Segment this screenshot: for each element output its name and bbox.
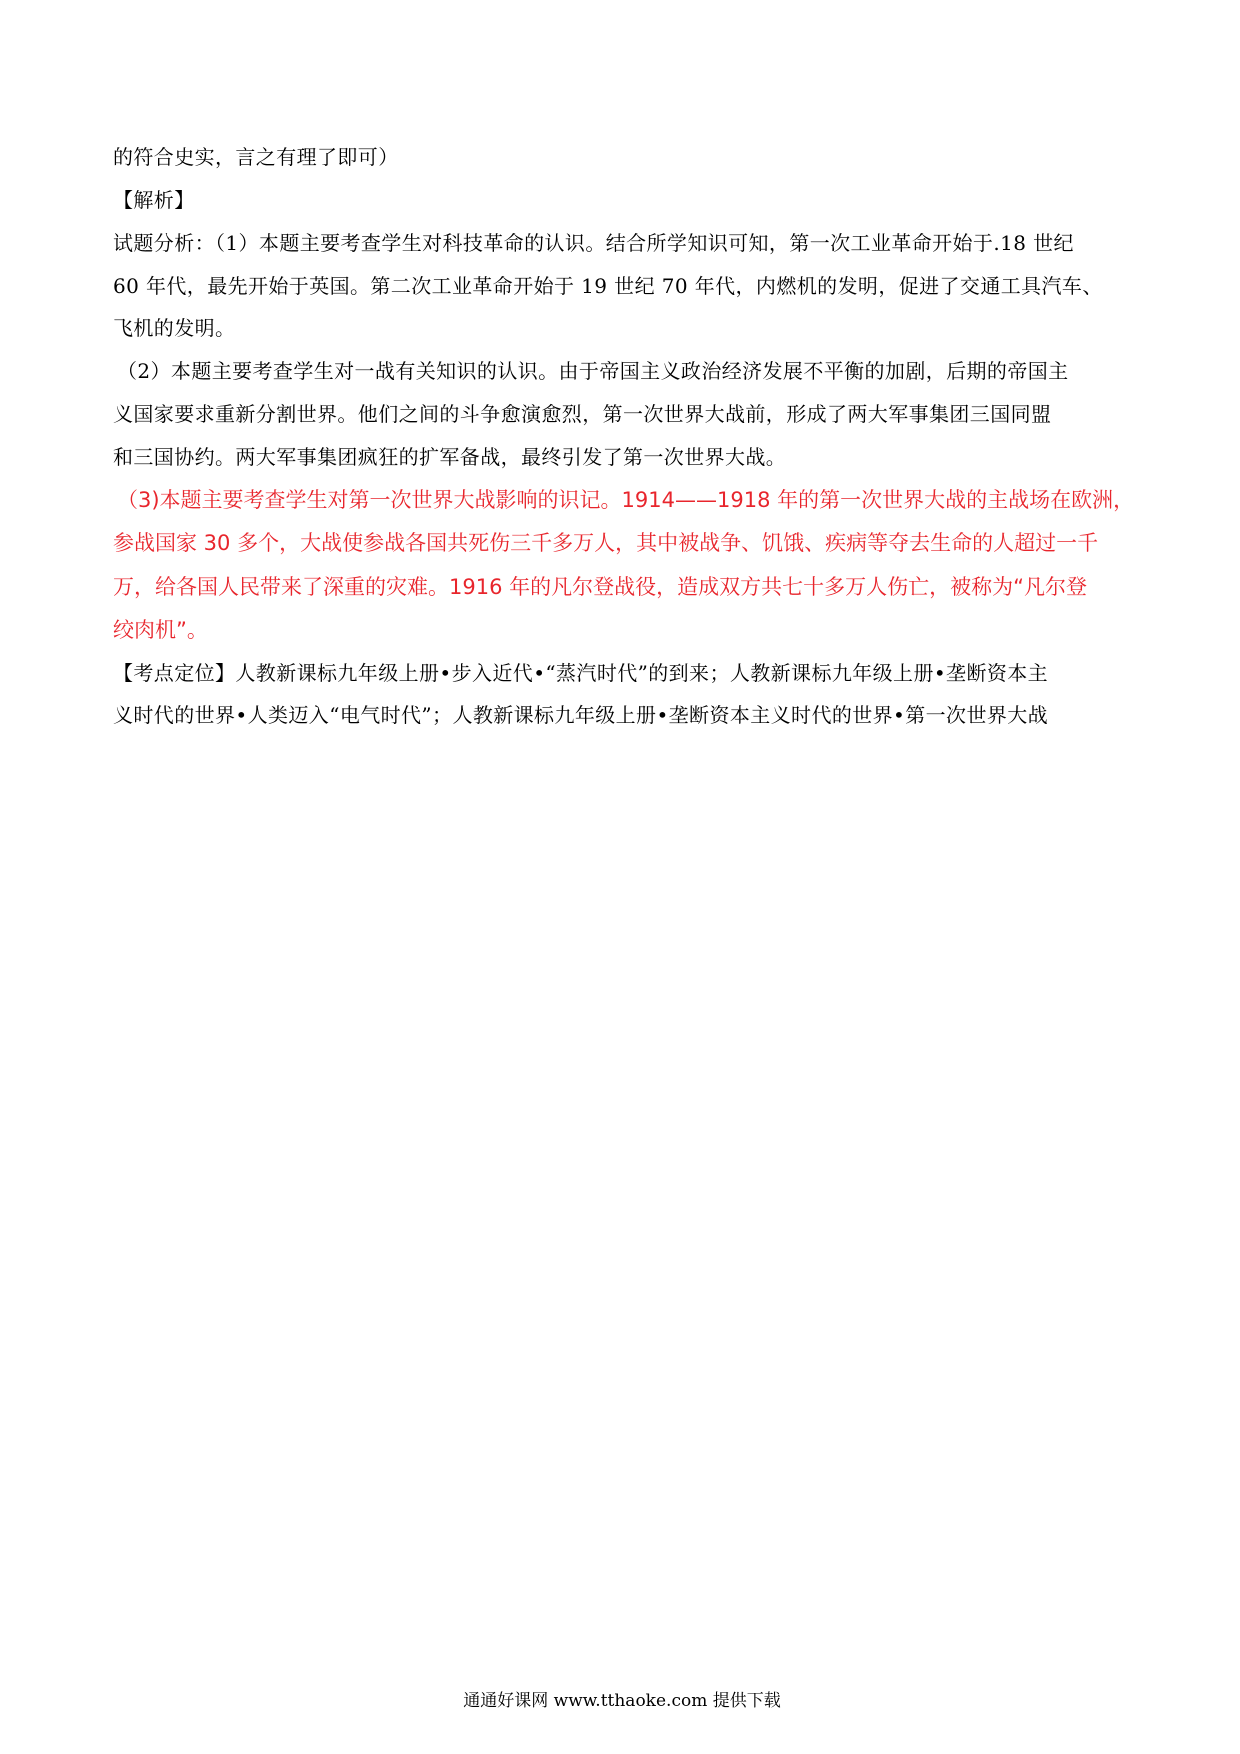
analysis-part2-line2: 义国家要求重新分割世界。他们之间的斗争愈演愈烈，第一次世界大战前，形成了两大军事集团三国同盟: [113, 402, 1052, 426]
analysis-part3-line3: 万，给各国人民带来了深重的灾难。1916 年的凡尔登战役，造成双方共七十多万人伤亡，被称为“凡尔登: [113, 575, 1087, 599]
analysis-part2-line1: （2）本题主要考查学生对一战有关知识的认识。由于帝国主义政治经济发展不平衡的加剧，后期的帝国主: [117, 359, 1069, 383]
analysis-part1-line3: 飞机的发明。: [113, 316, 236, 340]
analysis-part1-line2: 60 年代，最先开始于英国。第二次工业革命开始于 19 世纪 70 年代，内燃机的发明，促进了交通工具汽车、: [113, 274, 1103, 298]
analysis-part2-line3: 和三国协约。两大军事集团疯狂的扩军备战，最终引发了第一次世界大战。: [113, 445, 787, 469]
text-line-answer-tail: 的符合史实，言之有理了即可）: [113, 145, 399, 169]
exam-point-line2: 义时代的世界•人类迈入“电气时代”；人教新课标九年级上册•垄断资本主义时代的世界•第一次世界大战: [113, 703, 1049, 727]
analysis-part3-line1: （3)本题主要考查学生对第一次世界大战影响的识记。1914——1918 年的第一次世界大战的主战场在欧洲，: [117, 488, 1135, 512]
analysis-heading: 【解析】: [113, 188, 195, 212]
exam-point-line1: 【考点定位】人教新课标九年级上册•步入近代•“蒸汽时代”的到来；人教新课标九年级上册•垄断资本主: [113, 661, 1049, 685]
analysis-part1-line1: 试题分析：（1）本题主要考查学生对科技革命的认识。结合所学知识可知，第一次工业革命开始于.18 世纪: [113, 231, 1074, 255]
analysis-part3-line2: 参战国家 30 多个，大战使参战各国共死伤三千多万人，其中被战争、饥饿、疾病等夺去生命的人超过一千: [113, 531, 1099, 555]
page-footer: 通通好课网 www.tthaoke.com 提供下载: [463, 1691, 781, 1711]
analysis-part3-line4: 绞肉机”。: [113, 618, 208, 642]
